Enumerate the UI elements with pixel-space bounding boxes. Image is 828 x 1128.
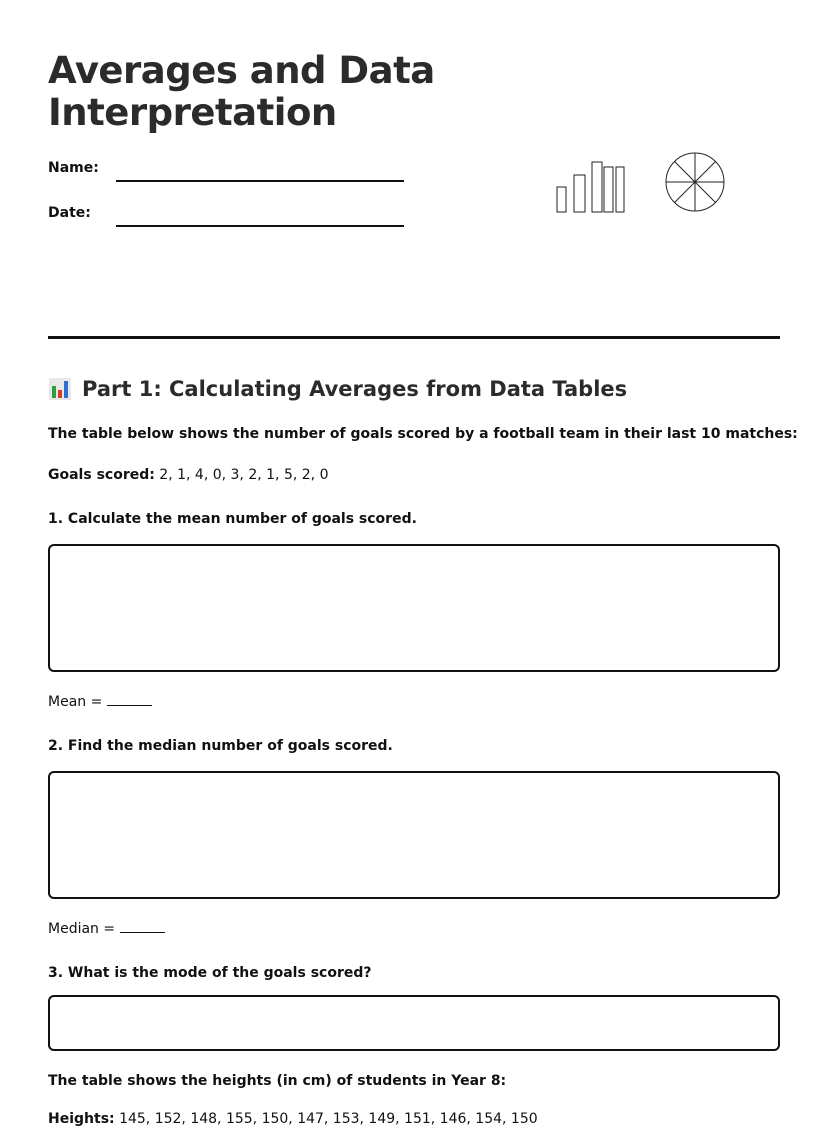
date-field-row: [48, 205, 408, 229]
bar-chart-sketch-icon: [557, 162, 624, 212]
bar-chart-icon: [48, 377, 72, 401]
mean-result-line: [48, 693, 152, 710]
decorative-charts: [552, 150, 732, 220]
heights-label: Heights:: [48, 1111, 115, 1127]
heights-data-line: [48, 1110, 538, 1128]
q2-answer-box[interactable]: [48, 771, 780, 899]
median-result-line: [48, 920, 165, 937]
goals-data-line: [48, 466, 328, 484]
question-1: 1. Calculate the mean number of goals scored.: [48, 511, 417, 527]
name-label: Name:: [48, 160, 99, 176]
date-input-line[interactable]: [116, 225, 404, 227]
goals-intro: The table below shows the number of goals scored by a football team in their last 10 matches:: [48, 426, 798, 442]
heights-intro: The table shows the heights (in cm) of students in Year 8:: [48, 1073, 507, 1089]
pie-chart-sketch-icon: [666, 153, 724, 211]
date-label: Date:: [48, 205, 91, 221]
part1-heading: [48, 374, 627, 404]
median-label: Median =: [48, 921, 116, 937]
q3-answer-box[interactable]: [48, 995, 780, 1051]
mean-label: Mean =: [48, 694, 103, 710]
question-2: 2. Find the median number of goals scored.: [48, 738, 393, 754]
q1-answer-box[interactable]: [48, 544, 780, 672]
goals-label: Goals scored:: [48, 467, 155, 483]
section-divider: [48, 336, 780, 339]
question-3: 3. What is the mode of the goals scored?: [48, 965, 372, 981]
mean-blank[interactable]: [107, 693, 152, 706]
goals-values: 2, 1, 4, 0, 3, 2, 1, 5, 2, 0: [159, 467, 329, 483]
median-blank[interactable]: [120, 920, 165, 933]
worksheet-title: Averages and Data Interpretation: [48, 49, 435, 134]
name-field-row: [48, 160, 408, 184]
heights-values: 145, 152, 148, 155, 150, 147, 153, 149, 151, 146, 154, 150: [119, 1111, 538, 1127]
part1-title: Part 1: Calculating Averages from Data Tables: [82, 377, 628, 401]
name-input-line[interactable]: [116, 180, 404, 182]
